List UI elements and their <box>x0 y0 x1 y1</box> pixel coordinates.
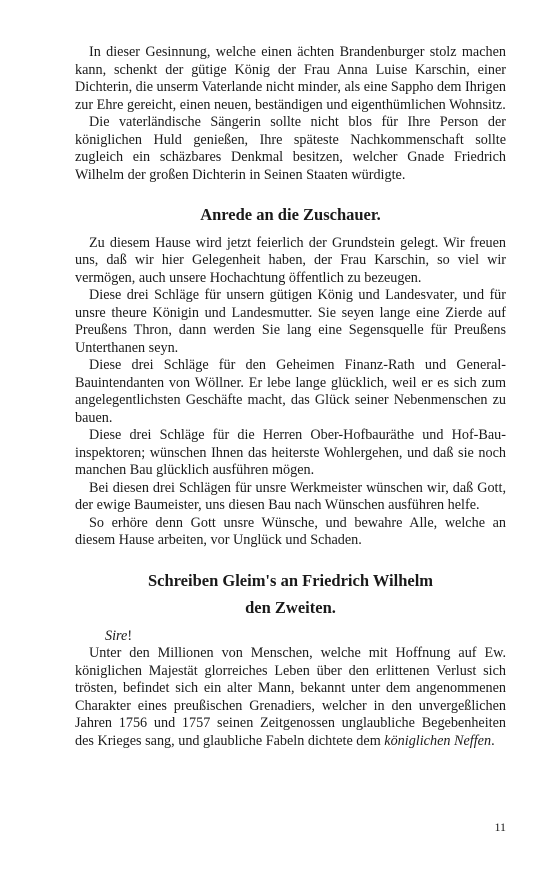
letter-end-punct: . <box>491 732 495 749</box>
salutation <box>75 628 506 646</box>
paragraph-saengerin: Die vaterländische Sängerin sollte nicht blos für Ihre Person der königlichen Huld genießen, Ihre späteste Nachkommenschaft sollte zugleich ein schäzbares Denkmal besitzen, welcher Gnade Friedrich Wilhelm der großen Dichterin in Seinen Staaten würdigte. <box>75 114 506 183</box>
paragraph-wuensche: So erhöre denn Gott unsre Wünsche, und bewahre Alle, welche an diesem Hause arbeiten, vor Unglück und Schaden. <box>75 514 506 548</box>
salutation-punct: ! <box>127 627 133 644</box>
page-number: 11 <box>494 820 506 834</box>
letter-italic-end: königlichen Neffen <box>384 732 492 749</box>
heading-zweiten: den Zweiten. <box>245 598 336 617</box>
paragraph-letter <box>75 645 506 750</box>
paragraph-werkmeister: Bei diesen drei Schlägen für unsre Werkmeister wünschen wir, daß Gott, der ewige Baumeister, uns diesen Bau nach Wünschen ausführen helfe. <box>75 479 506 513</box>
heading-anrede: Anrede an die Zuschauer. <box>200 205 381 224</box>
heading-schreiben: Schreiben Gleim's an Friedrich Wilhelm <box>147 570 434 590</box>
document-page <box>75 44 506 750</box>
paragraph-woellner: Diese drei Schläge für den Geheimen Finanz-Rath und General-Bauintendanten von Wöllner. Er lebe lange glücklich, weil er es sich zum angelegentlichsten Geschäfte macht, das Glück seiner Nebenmenschen zu bauen. <box>75 357 506 426</box>
salutation-word: Sire <box>105 627 128 644</box>
paragraph-grundstein: Zu diesem Hause wird jetzt feierlich der Grundstein gelegt. Wir freuen uns, daß wir hier Gelegenheit haben, der Frau Karschin, so viel wir vermögen, auch unsere Hochachtung öffentlich zu bezeugen. <box>75 234 506 286</box>
paragraph-koenig: Diese drei Schläge für unsern gütigen König und Landesvater, und für unsre theure Königin und Landesmutter. Sie seyen lange eine Zierde auf Preußens Thron, dann werden Sie lang eine Segensquelle für Preußens Unterthanen seyn. <box>75 287 506 356</box>
paragraph-gesinnung: In dieser Gesinnung, welche einen ächten Brandenburger stolz machen kann, schenkt der gütige König der Frau Anna Luise Karschin, einer Dichterin, die unserm Vaterlande nicht minder, als eine Sappho dem Ihrigen zur Ehre gereicht, einen neuen, beständigen und eigenthümlichen Wohnsitz. <box>75 44 506 113</box>
paragraph-hofbauraethe: Diese drei Schläge für die Herren Ober-Hofbauräthe und Hof-Bauinspektoren; wünschen Ihnen das heiterste Wohlergehen, und daß sie noch manchen Bau glücklich ausführen mögen. <box>75 427 506 478</box>
letter-text: Unter den Millionen von Menschen, welche mit Hoffnung auf Ew. königlichen Majestät glorreiches Leben über den erlittenen Verlust sich trösten, befindet sich ein alter Mann, bekannt unter dem angenommenen Charakter eines preußischen Grenadiers, welcher in den unvergeßlichen Jahren 1756 und 1757 seinen Zeitgenossen unglaubliche Begebenheiten des Krieges sang, und glaubliche Fabeln dichtete dem <box>75 645 506 749</box>
